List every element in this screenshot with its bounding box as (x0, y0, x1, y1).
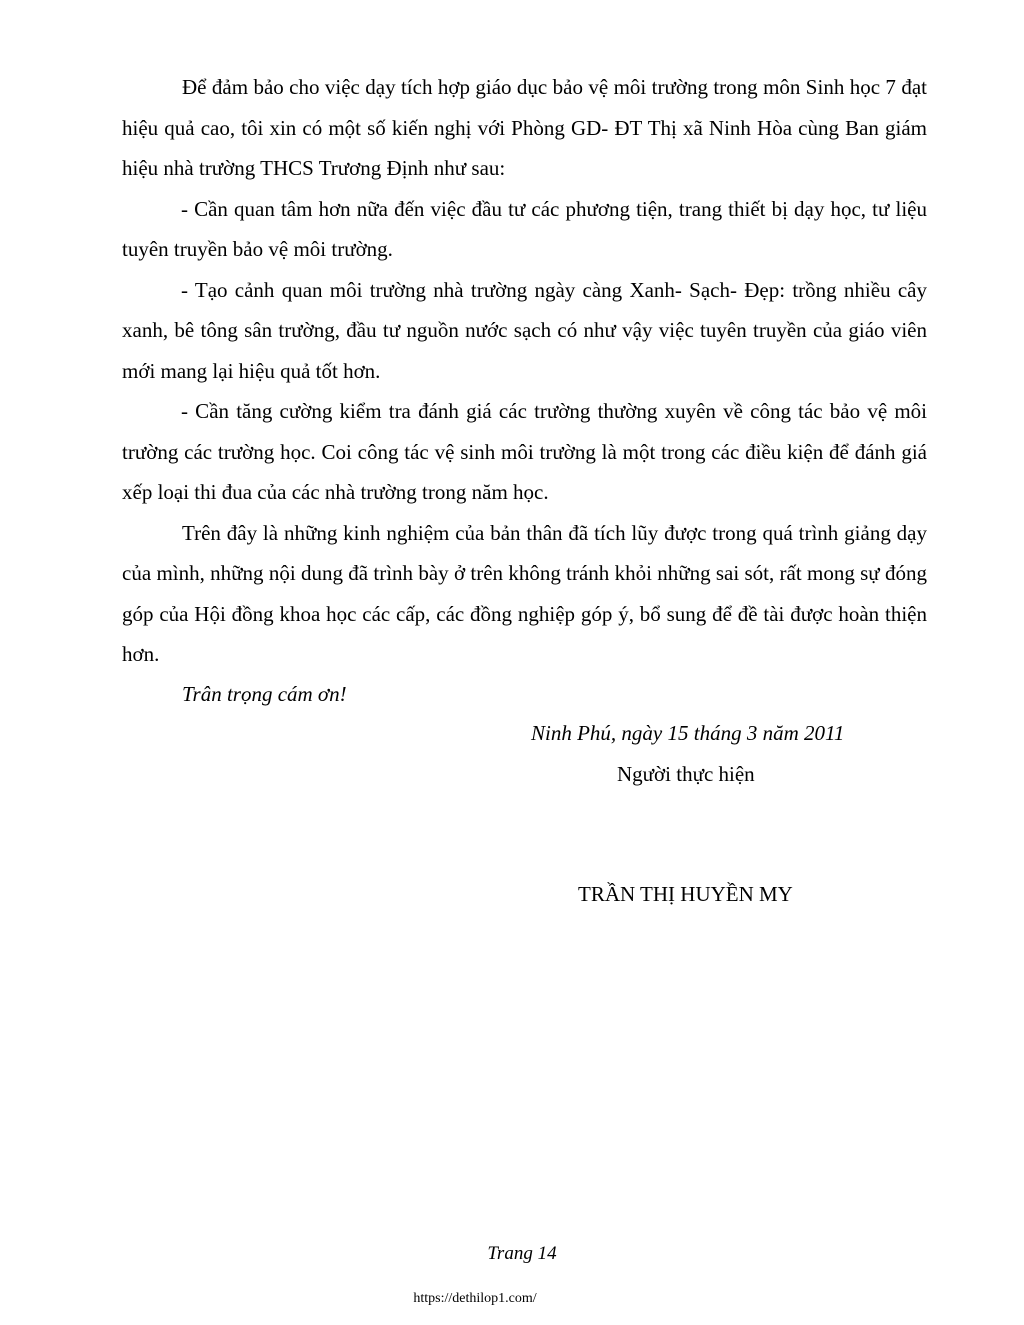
closing-thanks: Trân trọng cám ơn! (182, 682, 347, 706)
paragraph-recommendation-landscape: - Tạo cảnh quan môi trường nhà trường ngày càng Xanh- Sạch- Đẹp: trồng nhiều cây xanh, bê tông sân trường, đầu tư nguồn nước sạch có như vậy việc tuyên truyền của giáo viên mới mang lại hiệu quả tốt hơn. (122, 277, 927, 383)
signer-name: TRẦN THỊ HUYỀN MY (578, 882, 793, 906)
paragraph-recommendation-equipment: - Cần quan tâm hơn nữa đến việc đầu tư các phương tiện, trang thiết bị dạy học, tư liệu tuyên truyền bảo vệ môi trường. (122, 196, 927, 261)
paragraph-recommendation-inspection: - Cần tăng cường kiểm tra đánh giá các trường thường xuyên về công tác bảo vệ môi trường các trường học. Coi công tác vệ sinh môi trường là một trong các điều kiện để đánh giá xếp loại thi đua của các nhà trường trong năm học. (122, 399, 927, 504)
body-text (122, 67, 927, 675)
paragraph-conclusion: Trên đây là những kinh nghiệm của bản thân đã tích lũy được trong quá trình giảng dạy của mình, những nội dung đã trình bày ở trên không tránh khỏi những sai sót, rất mong sự đóng góp của Hội đồng khoa học các cấp, các đồng nghiệp góp ý, bổ sung để đề tài được hoàn thiện hơn. (122, 520, 927, 666)
signer-role: Người thực hiện (617, 762, 755, 786)
paragraph-recommendation-intro: Để đảm bảo cho việc dạy tích hợp giáo dục bảo vệ môi trường trong môn Sinh học 7 đạt hiệu quả cao, tôi xin có một số kiến nghị với Phòng GD- ĐT Thị xã Ninh Hòa cùng Ban giám hiệu nhà trường THCS Trương Định như sau: (122, 75, 927, 180)
place-date: Ninh Phú, ngày 15 tháng 3 năm 2011 (531, 721, 845, 745)
footer-url[interactable]: https://dethilop1.com/ (413, 1291, 537, 1306)
page-number: Trang 14 (487, 1243, 557, 1264)
